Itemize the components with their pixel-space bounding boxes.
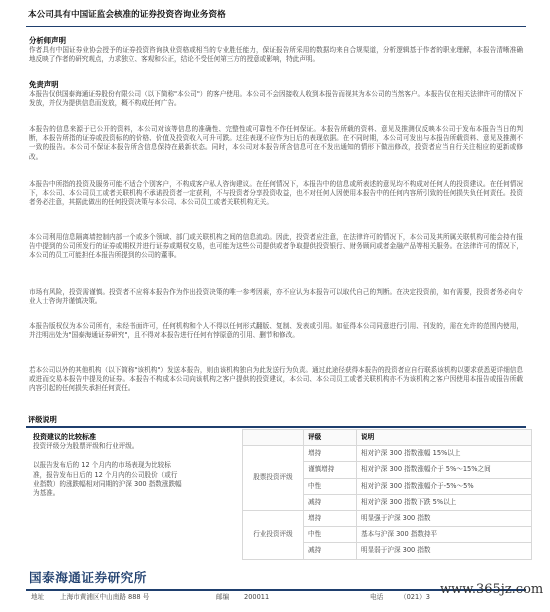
- phone-label: 电话: [370, 593, 384, 601]
- phone-value: （021）3: [400, 593, 430, 601]
- rating-table-header: [243, 430, 532, 446]
- rating-table-header-cell: [243, 430, 304, 446]
- disclaimer-paragraph: 本报告的信息来源于已公开的资料，本公司对该等信息的准确性、完整性或可靠性不作任何保证。本报告所载的资料、意见及推测仅反映本公司于发布本报告当日的判断，本报告所指的证券或投资标的的价格、价值及投资收入可升可跌。过往表现不应作为日后的表现依据。在不同时期，本公司可发出与本报告所载资料、意见及推测不一致的报告。本公司不保证本报告所含信息保持在最新状态。同时，本公司对本报告所含信息可在不发出通知的情形下做出修改，投资者应当自行关注相应的更新或修改。: [29, 125, 523, 161]
- rating-standard-heading: 投资建议的比较标准: [33, 433, 96, 441]
- rating-description: 相对沪深 300 指数涨幅介于 5%～15%之间: [357, 462, 532, 478]
- company-logo-text: 国泰海通证券研究所: [29, 570, 147, 585]
- disclaimer-paragraph: 若本公司以外的其他机构（以下简称"该机构"）发送本报告，则由该机构独自为此发送行为负责。通过此途径获得本报告的投资者应自行联系该机构以要求获悉更详细信息或进而交易本报告中提及的证券。本报告不构成本公司向该机构之客户提供的投资建议，本公司、本公司员工或者关联机构亦不为该机构之客户因使用本报告或报告所载内容引起的任何损失承担任何责任。: [29, 366, 523, 393]
- page-header-title: 本公司具有中国证监会核准的证券投资咨询业务资格: [28, 10, 226, 20]
- rating-name: 中性: [304, 527, 357, 543]
- rating-description: 明显强于沪深 300 指数: [357, 510, 532, 526]
- rating-name: 中性: [304, 478, 357, 494]
- disclaimer-paragraph: 本报告版权仅为本公司所有，未经书面许可，任何机构和个人不得以任何形式翻版、复制、发表或引用。如征得本公司同意进行引用、刊发的，需在允许的范围内使用，并注明出处为"国泰海通证券研究"，且不得对本报告进行任何有悖原意的引用、删节和修改。: [29, 322, 523, 340]
- rating-standard-box: [29, 433, 229, 585]
- rating-description: 相对沪深 300 指数涨幅介于-5%～5%: [357, 478, 532, 494]
- postcode-label: 邮编: [216, 593, 230, 601]
- rating-description: 相对沪深 300 指数涨幅 15%以上: [357, 446, 532, 462]
- postcode-value: 200011: [244, 593, 270, 601]
- address-label: 地址: [31, 593, 45, 601]
- rating-name: 谨慎增持: [304, 462, 357, 478]
- rating-standard-line: 以报告发布后的 12 个月内的市场表现为比较标准，报告发布日后的 12 个月内的公司股价（或行业指数）的涨跌幅相对同期的沪深 300 指数涨跌幅为基准。: [33, 461, 182, 498]
- table-row: [243, 446, 532, 462]
- address-value: 上海市黄浦区中山南路 888 号: [60, 593, 150, 601]
- rating-standard-line: 投资评级分为股票评级和行业评级。: [33, 442, 139, 451]
- rating-table-header-cell: 评级: [304, 430, 357, 446]
- rating-group-name: 股票投资评级: [243, 446, 304, 511]
- rating-notes-bar: [26, 414, 526, 428]
- analyst-statement-text: 作者具有中国证券业协会授予的证券投资咨询执业资格或相当的专业胜任能力，保证报告所采用的数据均来自合规渠道，分析逻辑基于作者的职业理解，本报告清晰准确地反映了作者的研究观点，力求独立、客观和公正，结论不受任何第三方的授意或影响，特此声明。: [29, 46, 523, 64]
- rating-table-header-cell: 说明: [357, 430, 532, 446]
- rating-name: 减持: [304, 543, 357, 559]
- rating-description: 基本与沪深 300 指数持平: [357, 527, 532, 543]
- rating-table: [242, 429, 532, 560]
- page-header-bar: [26, 8, 526, 27]
- watermark-text: www.365jz.com: [440, 582, 544, 597]
- rating-description: 明显弱于沪深 300 指数: [357, 543, 532, 559]
- rating-name: 增持: [304, 446, 357, 462]
- rating-standard-spacer: [33, 451, 229, 461]
- analyst-statement-title: 分析师声明: [29, 36, 66, 45]
- rating-notes-title: 评级说明: [28, 415, 57, 424]
- rating-name: 减持: [304, 494, 357, 510]
- disclaimer-paragraph: 本公司利用信息隔离墙控制内部一个或多个领域、部门或关联机构之间的信息流动。因此，投资者应注意，在法律许可的情况下，本公司及其所属关联机构可能会持有报告中提到的公司所发行的证券或期权并进行证券或期权交易，也可能为这些公司提供或者争取提供投资银行、财务顾问或者金融产品等相关服务。在法律许可的情况下，本公司的员工可能担任本报告所提到的公司的董事。: [29, 233, 523, 260]
- disclaimer-paragraph: 本报告仅供国泰海通证券股份有限公司（以下简称"本公司"）的客户使用。本公司不会因接收人收到本报告而视其为本公司的当然客户。本报告仅在相关法律许可的情况下发放，并仅为提供信息而发放，概不构成任何广告。: [29, 90, 523, 108]
- rating-group-name: 行业投资评级: [243, 510, 304, 559]
- rating-description: 相对沪深 300 指数下跌 5%以上: [357, 494, 532, 510]
- disclaimer-paragraph: 市场有风险，投资需谨慎。投资者不应将本报告作为作出投资决策的唯一参考因素，亦不应认为本报告可以取代自己的判断。在决定投资前，如有需要，投资者务必向专业人士咨询并谨慎决策。: [29, 288, 523, 306]
- rating-name: 增持: [304, 510, 357, 526]
- disclaimer-title: 免责声明: [29, 80, 59, 89]
- disclaimer-paragraph: 本报告中所指的投资及服务可能不适合个别客户，不构成客户私人咨询建议。在任何情况下，本报告中的信息或所表述的意见均不构成对任何人的投资建议。在任何情况下，本公司、本公司员工或者关联机构不承诺投资者一定获利，不与投资者分享投资收益，也不对任何人因使用本报告中的任何内容所引致的任何损失负任何责任。投资者务必注意，其据此做出的任何投资决策与本公司、本公司员工或者关联机构无关。: [29, 180, 523, 207]
- table-row: [243, 510, 532, 526]
